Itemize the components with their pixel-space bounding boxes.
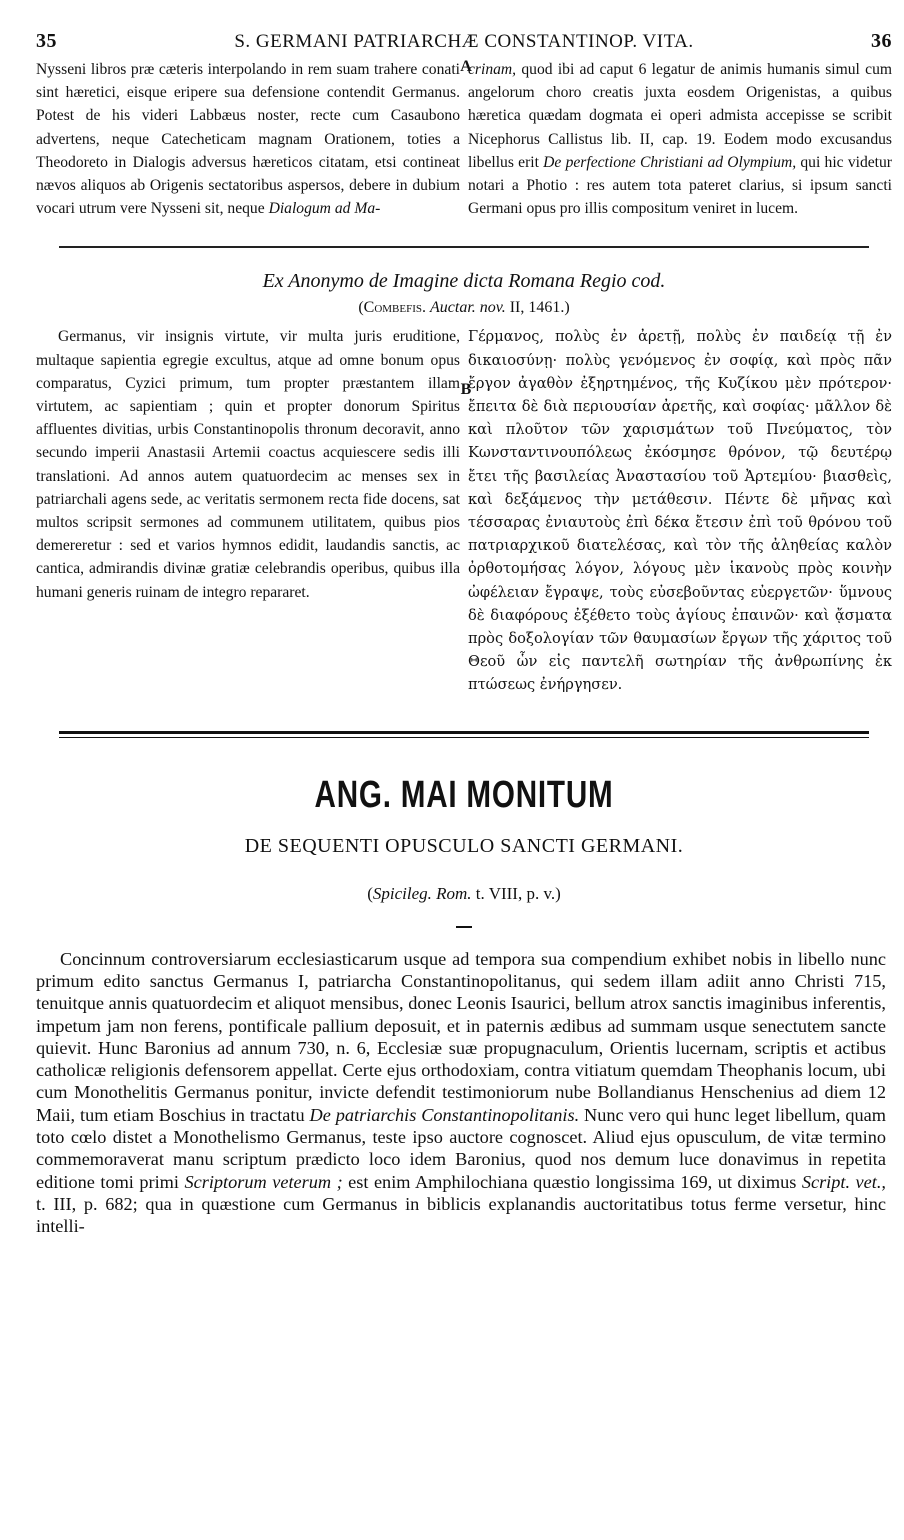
top-columns	[36, 58, 892, 220]
running-head	[36, 30, 892, 58]
margin-letter-a: A	[460, 58, 472, 75]
greek-column	[468, 325, 892, 696]
monitum-reference: (Spicileg. Rom. t. VIII, p. v.)	[367, 883, 561, 903]
latin-text: Germanus, vir insignis virtute, vir multa juris eruditione, multaque sapientia egregie excultus, atque ad omne bonum opus comparatus, Cyzici primum, tum propter præstantem illam virtutem, ac sapientiam ; quin et propter donorum Spiritus affluentes divitias, urbis Constantinopolis thronum decoravit, anno secundo imperii Anastasii Artemii coactus acquiescere sedis illi translationi. Ad annos autem quatuordecim ac menses sex in patriarchali agens sede, ac veritatis sermonem recta fide docens, sat multos scripsit sermones ad communem utilitatem, quibus pios demereretur : sed et varios hymnos edidit, laudandis sanctis, ac cantica, admirandis divinæ gratiæ celebrandis operibus, quibus illa humani generis ruinam de integro repararet.	[36, 328, 460, 601]
page-number-right: 36	[870, 30, 892, 52]
separator-dash	[456, 926, 472, 928]
monitum-body	[36, 948, 886, 1238]
page	[36, 30, 892, 1238]
anonymous-columns	[36, 325, 892, 696]
top-left-column	[36, 58, 460, 220]
latin-column	[36, 325, 460, 696]
monitum-subtitle: DE SEQUENTI OPUSCULO SANCTI GERMANI.	[244, 834, 684, 857]
anonymous-section-title: Ex Anonymo de Imagine dicta Romana Regio cod.	[262, 270, 666, 293]
top-right-column	[468, 58, 892, 220]
top-right-italic-head: crinam,	[468, 61, 517, 78]
monitum-rule	[59, 731, 869, 738]
top-left-text: Nysseni libros præ cæteris interpolando in rem suam trahere conati sint hæretici, eisque eripere sua defensione contendit Germanus. Potest de his videri Labbæus noster, recte cum Casaubono advertens, neque Catecheticam magnam Orationem, toties a Theodoreto in Dialogis adversus hæreticos citatam, etsi contineat nævos aliquos ab Origenis sectatoribus aspersos, debere in dubium vocari utrum vere Nysseni sit, neque	[36, 61, 460, 218]
section-rule	[59, 246, 869, 248]
top-right-text-1: quod ibi ad caput 6 legatur de animis humanis simul cum angelorum choro creatis juxta eosdem Origenistas, a quibus hæretica quædam dogmata ei operi admista accepisse se scribit Nicephorus Callistus lib. II, cap. 19. Eodem modo excusandus libellus erit	[468, 61, 892, 171]
top-left-italic: Dialogum ad Ma-	[268, 200, 381, 218]
greek-text: Γέρμανος, πολὺς ἐν ἀρετῇ, πολὺς ἐν παιδείᾳ τῇ ἐν δικαιοσύνῃ· πολὺς γενόμενος ἐν σοφίᾳ, καὶ πρὸς πᾶν ἔργον ἀγαθὸν ἐξηρτημένος, τῆς Κυζίκου μὲν πρότερον· ἔπειτα δὲ διὰ περιουσίαν ἀρετῆς, καὶ σοφίας· μᾶλλον δὲ καὶ πλοῦτον τῶν χαρισμάτων τοῦ Πνεύματος, τὸν Κωνσταντινουπόλεως ἐκόσμησε θρόνον, τῷ δευτέρῳ ἔτει τῆς βασιλείας Ἀναστασίου τοῦ Ἀρτεμίου· βιασθεὶς, καὶ δεξάμενος τὴν μετάθεσιν. Πέντε δὲ μῆνας καὶ τέσσαρας ἐνιαυτοὺς ἐπὶ δέκα ἔτεσιν ἐπὶ τοῦ θρόνου τοῦ πατριαρχικοῦ διατελέσας, καὶ τὸν τῆς ἀληθείας καλὸν ὀρθοτομήσας λόγον, λόγους μὲν ἱκανοὺς πρὸς κοινὴν ὠφέλειαν ἔγραψε, τοὺς εὐσεβοῦντας εὐεργετῶν· ὕμνους δὲ διαφόρους ἐξέθετο τοὺς ἁγίους ἐπαινῶν· καὶ ᾄσματα πρὸς δοξολογίαν τῶν θαυμασίων ἔργων τῆς χάριτος τοῦ Θεοῦ ὧν εἰς παντελῆ σωτηρίαν τῆς ἀνθρωπίνης ἐκ πτώσεως ἐνήργησεν.	[468, 328, 892, 694]
anonymous-section-source: (Combefis. Auctar. nov. II, 1461.)	[358, 299, 570, 317]
monitum-title: ANG. MAI MONITUM	[314, 773, 614, 816]
top-right-text-2: qui hic videtur notari a Photio : res autem tota pateret clarius, si ipsum sancti Germani opus pro illis compositum veniret in lucem.	[468, 153, 893, 218]
margin-letter-b: B	[460, 381, 472, 399]
top-right-italic-mid: De perfectione Christiani ad Olympium,	[543, 153, 797, 171]
page-number-left: 35	[36, 30, 57, 52]
monitum-paragraph: Concinnum controversiarum ecclesiasticarum usque ad tempora sua compendium exhibet nobis in libello nunc primum edito sanctus Germanus I, patriarcha Constantinopolitanus, qui sedem illam adiit anno Christi 715, tenuitque annis quatuordecim et aliquot mensibus, donec Leonis Isaurici, bellum atrox sanctis imaginibus inferentis, impetum jam non ferens, pontificale pallium deposuit, et in paternis ædibus ad summam usque senectutem sancte quievit. Hunc Baronius ad annum 730, n. 6, Ecclesiæ suæ propugnaculum, Orientis lucernam, scriptis et actibus catholicæ religionis defensorem appellat. Certe ejus orthodoxiam, contra vitiatum quemdam Theophanis locum, ubi cum Monothelitis Germanus ponitur, invicte defendit testimoniorum nube Bollandianus Henschenius ad diem 12 Maii, tum etiam Boschius in tractatu De patriarchis Constantinopolitanis. Nunc vero qui hunc leget libellum, quam toto cœlo distet a Monothelismo Germanus, teste ipso auctore cognoscet. Aliud ejus opusculum, de vitæ termino commemoraverat manu scriptum prædicto loco idem Baronius, quod nos demum luce donavimus in repetita editione tomi primi Scriptorum veterum ; est enim Amphilochiana quæstio longissima 169, ut diximus Script. vet., t. III, p. 682; qua in quæstione cum Germanus in biblicis explanandis auctoritatibus totus ferme versetur, hinc intelli-	[36, 948, 886, 1237]
running-title: S. GERMANI PATRIARCHÆ CONSTANTINOP. VITA.	[234, 31, 694, 52]
